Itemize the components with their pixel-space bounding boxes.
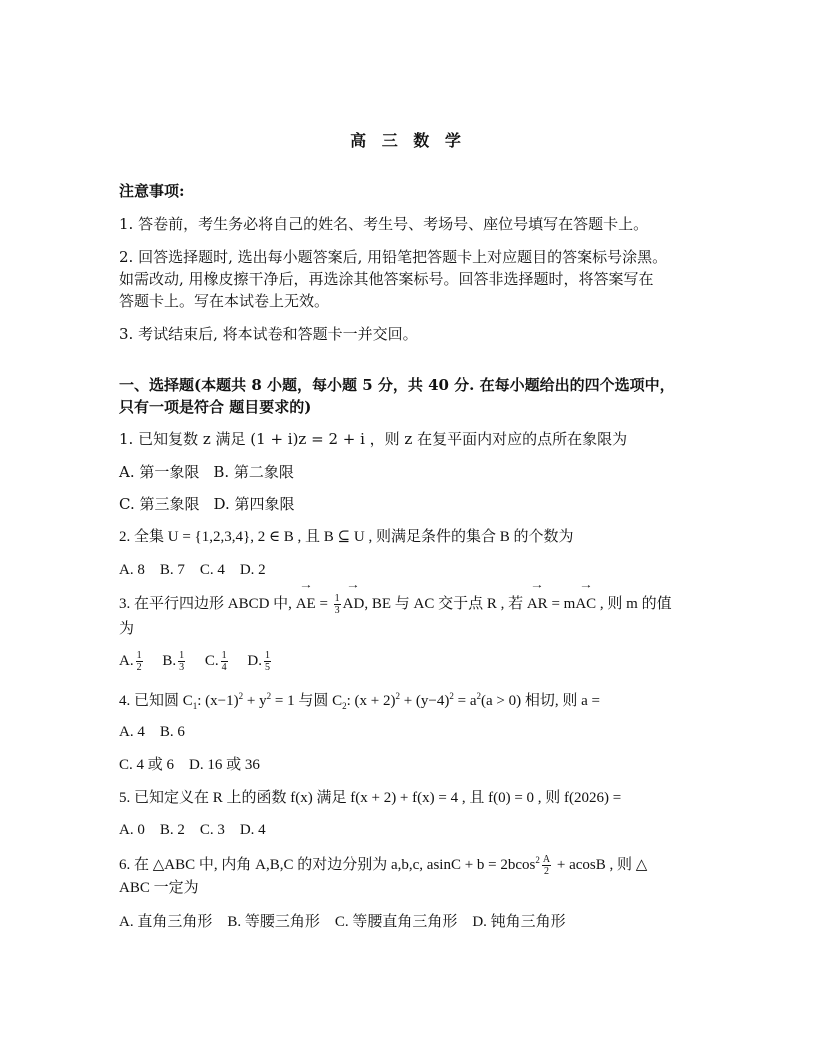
fraction-one-third: $\frac{1}{3}$ bbox=[334, 593, 340, 617]
notice-item-1: 1. 答卷前，考生务必将自己的姓名、考生号、考场号、座位号填写在答题卡上。 bbox=[119, 215, 649, 233]
question-2-options: A. 8 B. 7 C. 4 D. 2 bbox=[119, 562, 266, 578]
question-3-options: A. $\frac{1}{2}$ B. $\frac{1}{3}$ C. $\frac{1}{4}$ D. $\frac{1}{5}$ bbox=[119, 650, 270, 674]
notice-heading: 注意事项: bbox=[119, 182, 185, 200]
option-a: A. 第一象限 bbox=[119, 463, 200, 481]
vector-ad: → AD bbox=[343, 593, 365, 615]
question-2-stem: 2. 全集 U = {1,2,3,4}, 2 ∈ B , 且 B ⊆ U , 则满足条件的集合 B 的个数为 bbox=[119, 529, 574, 545]
page-title: 高 三 数 学 bbox=[350, 131, 466, 150]
notice-item-2-line-1: 2. 回答选择题时, 选出每小题答案后, 用铅笔把答题卡上对应题目的答案标号涂黑。 bbox=[119, 248, 668, 266]
section-heading-line-1: 一、选择题(本题共 8 小题，每小题 5 分，共 40 分. 在每小题给出的四个选项中， bbox=[119, 376, 675, 394]
question-1-options-cd bbox=[119, 493, 699, 515]
option-c-fraction: $\frac{1}{4}$ bbox=[221, 650, 227, 674]
section-heading-line-2: 只有一项是符合 题目要求的) bbox=[119, 398, 312, 416]
question-6-stem-line-2: ABC 一定为 bbox=[119, 880, 199, 896]
notice-item-2-line-3: 答题卡上。写在本试卷上无效。 bbox=[119, 292, 330, 310]
notice-item-2-line-2: 如需改动, 用橡皮擦干净后，再选涂其他答案标号。回答非选择题时，将答案写在 bbox=[119, 270, 654, 288]
question-6-stem-line-1: 6. 在 △ABC 中, 内角 A,B,C 的对边分别为 a,b,c, asinC + b = 2bcos$^2$ $\frac{A}{2}$ + acosB , 则 △ bbox=[119, 854, 648, 878]
option-a-fraction: $\frac{1}{2}$ bbox=[136, 650, 142, 674]
option-c: C. 第三象限 bbox=[119, 495, 200, 513]
fraction-a-over-2: $\frac{A}{2}$ bbox=[542, 854, 551, 878]
question-5-stem: 5. 已知定义在 R 上的函数 f(x) 满足 f(x + 2) + f(x) = 4 , 且 f(0) = 0 , 则 f(2026) = bbox=[119, 790, 622, 806]
question-3-stem-line-1: 3. 在平行四边形 ABCD 中, → AE = $\frac{1}{3}$ → AD, BE 与 AC 交于点 R , 若 → AR = m→ AC , 则 m 的值 bbox=[119, 593, 699, 616]
question-4-options-cd: C. 4 或 6 D. 16 或 36 bbox=[119, 757, 260, 773]
question-4-stem: 4. 已知圆 $C_1$: $(x-1)^2 + y^2 = 1$ 与圆 $C_2$: $(x + 2)^2 + (y-4)^2 = a^2(a > 0)$ 相切, 则 a = bbox=[119, 691, 600, 711]
question-1-options-ab bbox=[119, 461, 699, 483]
vector-ae: → AE bbox=[296, 593, 316, 615]
vector-ac: → AC bbox=[575, 593, 596, 615]
option-b: B. 第二象限 bbox=[213, 463, 294, 481]
question-1-stem: 1. 已知复数 z 满足 (1 + i)z = 2 + i ，则 z 在复平面内对应的点所在象限为 bbox=[119, 430, 628, 448]
vector-ar: → AR bbox=[527, 593, 548, 615]
question-3-stem-line-2: 为 bbox=[119, 619, 135, 637]
question-4-options-ab: A. 4 B. 6 bbox=[119, 724, 185, 740]
question-5-options: A. 0 B. 2 C. 3 D. 4 bbox=[119, 822, 266, 838]
option-b-fraction: $\frac{1}{3}$ bbox=[179, 650, 185, 674]
notice-item-3: 3. 考试结束后, 将本试卷和答题卡一并交回。 bbox=[119, 325, 418, 343]
question-6-options: A. 直角三角形 B. 等腰三角形 C. 等腰直角三角形 D. 钝角三角形 bbox=[119, 914, 566, 930]
option-d-fraction: $\frac{1}{5}$ bbox=[264, 650, 270, 674]
option-d: D. 第四象限 bbox=[213, 495, 295, 513]
